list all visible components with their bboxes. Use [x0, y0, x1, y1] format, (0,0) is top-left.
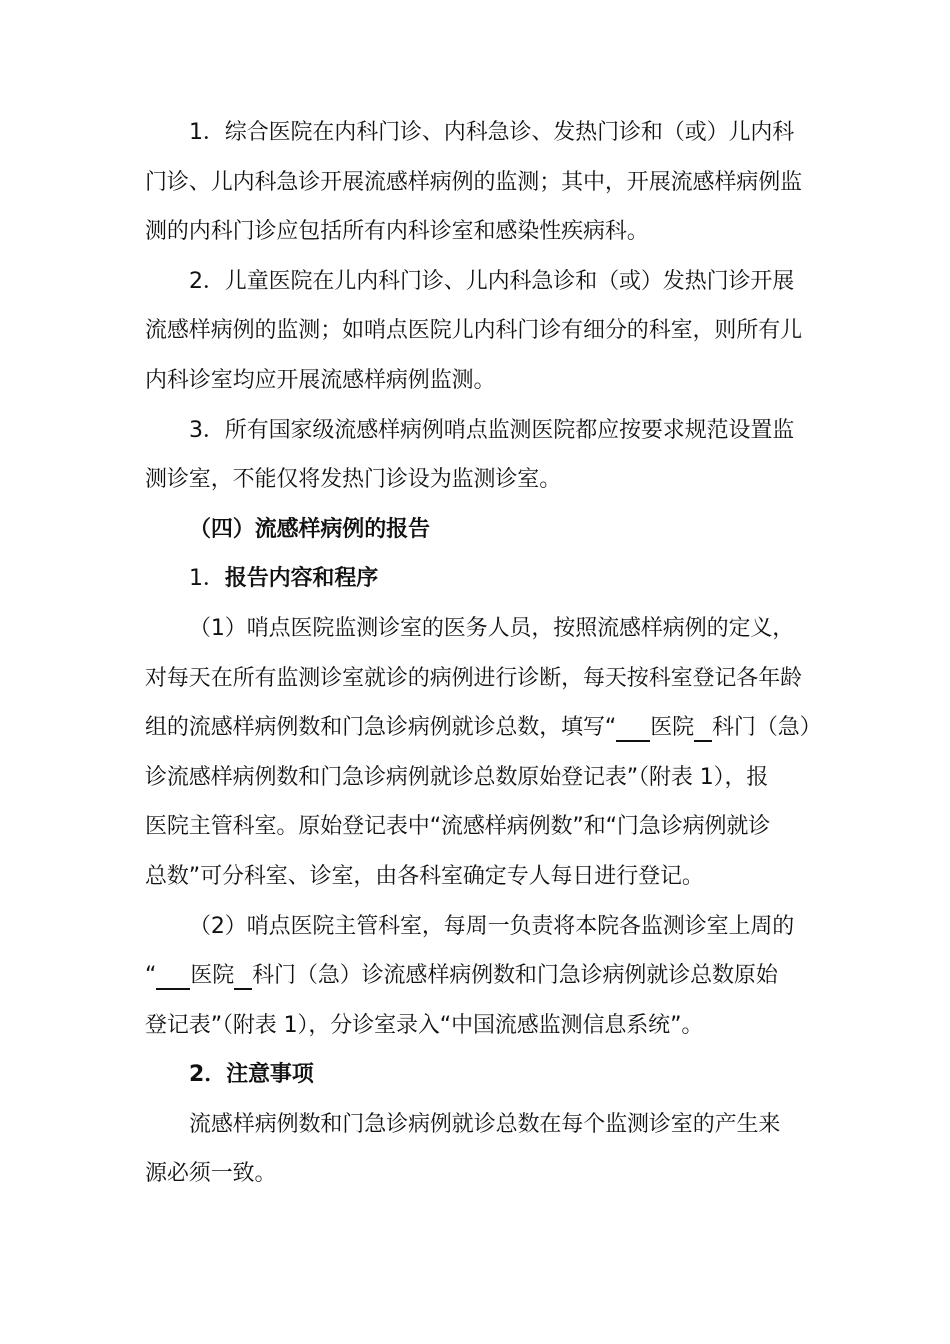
subsection-heading-1 [145, 554, 810, 604]
item-2-line-1: （2）哨点医院主管科室，每周一负责将本院各监测诊室上周的 [189, 913, 795, 939]
item-1-line-5: 医院主管科室。原始登记表中“流感样病例数”和“门急诊病例就诊 [145, 814, 771, 840]
para-final-line-1: 流感样病例数和门急诊病例就诊总数在每个监测诊室的产生来 [189, 1111, 781, 1137]
item-2-line-3: 登记表”（附表 1），分诊室录入“中国流感监测信息系统”。 [145, 1012, 704, 1038]
item-1-line-2: 对每天在所有监测诊室就诊的病例进行诊断，每天按科室登记各年龄 [145, 665, 803, 691]
para-1-line-3: 测的内科门诊应包括所有内科诊室和感染性疾病科。 [145, 219, 649, 245]
para-2-line-2: 流感样病例的监测；如哨点医院儿内科门诊有细分的科室，则所有儿 [145, 318, 803, 344]
item-1-line-3-text-a: 组的流感样病例数和门急诊病例就诊总数，填写“ [145, 715, 617, 741]
fill-in-blank [694, 740, 712, 742]
para-final-line-2: 源必须一致。 [145, 1161, 277, 1187]
item-2-line-2-text-b: 医院 [190, 963, 235, 989]
fill-in-blank [616, 740, 650, 742]
item-1-line-3 [145, 703, 822, 753]
para-3-line-1: 3．所有国家级流感样病例哨点监测医院都应按要求规范设置监 [189, 417, 795, 443]
item-2-line-2 [145, 951, 810, 1001]
para-2-line-1: 2．儿童医院在儿内科门诊、儿内科急诊和（或）发热门诊开展 [189, 268, 795, 294]
fill-in-blank [234, 988, 252, 990]
subsection-heading-1-number: 1． [189, 566, 225, 592]
para-1-line-2: 门诊、儿内科急诊开展流感样病例的监测；其中，开展流感样病例监 [145, 169, 803, 195]
subsection-heading-2: 2．注意事项 [189, 1062, 314, 1088]
para-2-line-3: 内科诊室均应开展流感样病例监测。 [145, 367, 496, 393]
fill-in-blank [156, 988, 190, 990]
item-1-line-4: 诊流感样病例数和门急诊病例就诊总数原始登记表”（附表 1），报 [145, 764, 769, 790]
item-1-line-1: （1）哨点医院监测诊室的医务人员，按照流感样病例的定义， [189, 615, 795, 641]
item-1-line-3-text-b: 医院 [650, 715, 695, 741]
subsection-heading-1-title: 报告内容和程序 [224, 566, 379, 592]
para-1-line-1: 1．综合医院在内科门诊、内科急诊、发热门诊和（或）儿内科 [189, 120, 795, 145]
item-1-line-3-text-c: 科门（急） [712, 715, 822, 741]
item-1-line-6: 总数”可分科室、诊室，由各科室确定专人每日进行登记。 [145, 863, 704, 889]
document-page [145, 108, 822, 1199]
section-heading-4: （四）流感样病例的报告 [189, 516, 430, 542]
item-2-line-2-text-c: 科门（急）诊流感样病例数和门急诊病例就诊总数原始 [252, 963, 778, 989]
item-2-line-2-text-a: “ [145, 963, 157, 989]
para-3-line-2: 测诊室，不能仅将发热门诊设为监测诊室。 [145, 467, 562, 493]
